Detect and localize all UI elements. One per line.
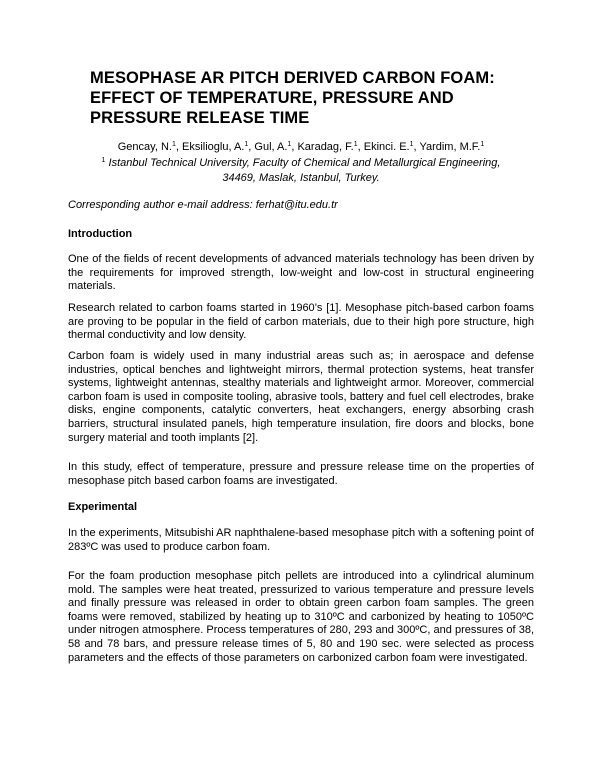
paper-title (90, 68, 550, 128)
paragraph: One of the fields of recent developments of advanced materials technology has been driven by the requirements for improved strength, low-weight and low-cost in structural engineering materials. (68, 253, 534, 293)
paragraph: Research related to carbon foams started in 1960’s [1]. Mesophase pitch-based carbon foams are proving to be popular in the field of carbon materials, due to their high pore structure, high thermal conductivity and low density. (68, 302, 534, 342)
author-name: Eksilioglu, A. (181, 141, 245, 153)
author-name: Karadag, F. (297, 141, 354, 153)
title-line: EFFECT OF TEMPERATURE, PRESSURE AND (90, 89, 454, 107)
author-affil-mark: 1 (480, 141, 485, 148)
author-affil-mark: 1 (409, 141, 414, 148)
paragraph: In the experiments, Mitsubishi AR naphthalene-based mesophase pitch with a softening point of 283ºC was used to produce carbon foam. (68, 527, 534, 553)
paragraph: In this study, effect of temperature, pressure and pressure release time on the properties of mesophase pitch based carbon foams are investigated. (68, 461, 534, 487)
author-affil-mark: 1 (353, 141, 358, 148)
author-affil-mark: 1 (244, 141, 249, 148)
author-name: Gul, A. (254, 141, 288, 153)
author-affil-mark: 1 (287, 141, 292, 148)
author-name: Ekinci. E. (363, 141, 410, 153)
affiliation-line: 34469, Maslak, Istanbul, Turkey. (222, 172, 380, 184)
corresponding-author: Corresponding author e-mail address: ferhat@itu.edu.tr (68, 199, 338, 211)
affiliation-line: Istanbul Technical University, Faculty of Chemical and Metallurgical Engineering, (108, 157, 501, 169)
title-line: MESOPHASE AR PITCH DERIVED CARBON FOAM: (90, 69, 495, 87)
section-heading-introduction: Introduction (68, 228, 133, 240)
author-affil-mark: 1 (171, 141, 176, 148)
paragraph: Carbon foam is widely used in many industrial areas such as; in aerospace and defense industries, optical benches and lightweight mirrors, thermal protection systems, heat transfer systems, lightweight antennas, stealthy materials and lightweight armor. Moreover, commercial carbon foam is used in composite tooling, abrasive tools, battery and fuel cell electrodes, brake disks, engine components, catalytic converters, heat exchangers, energy absorbing crash barriers, structural insulated panels, high temperature insulation, fire doors and blocks, bone surgery material and tooth implants [2]. (68, 350, 534, 444)
affiliation-mark: 1 (101, 157, 106, 164)
title-line: PRESSURE RELEASE TIME (90, 109, 310, 127)
author-name: Gencay, N. (117, 141, 172, 153)
paragraph: For the foam production mesophase pitch pellets are introduced into a cylindrical aluminum mold. The samples were heat treated, pressurized to various temperature and pressure levels and finally pressure was released in order to obtain green carbon foam samples. The green foams were removed, stabilized by heating up to 310ºC and carbonized by heating to 1050ºC under nitrogen atmosphere. Process temperatures of 280, 293 and 300ºC, and pressures of 38, 58 and 78 bars, and pressure release times of 5, 80 and 190 sec. were selected as process parameters and the effects of those parameters on carbonized carbon foam were investigated. (68, 570, 534, 664)
author-list: Gencay, N.$^1$, Eksilioglu, A.$^1$, Gul, A.$^1$, Karadag, F.$^1$, Ekinci. E.$^1$, Yardim, M.F.$^1$ (117, 141, 485, 153)
affiliation (68, 156, 534, 186)
author-name: Yardim, M.F. (419, 141, 481, 153)
section-heading-experimental: Experimental (68, 501, 138, 513)
